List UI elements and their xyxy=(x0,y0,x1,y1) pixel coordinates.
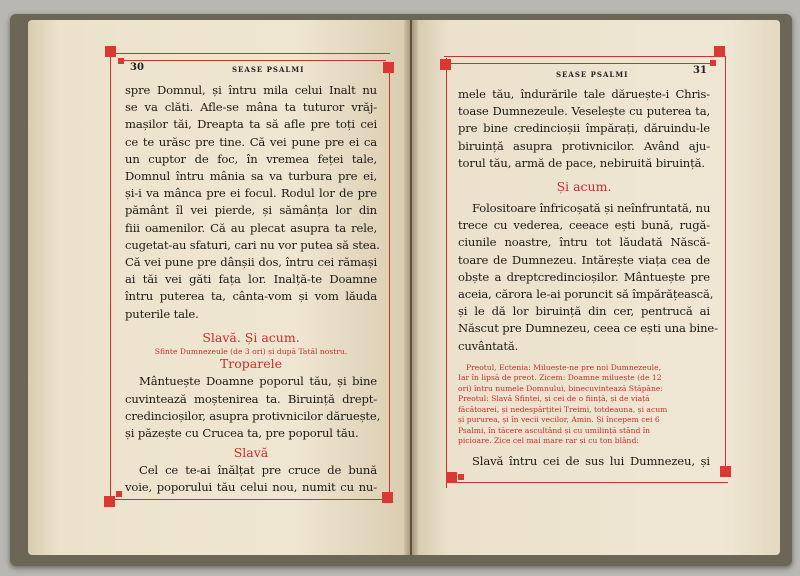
left-paragraph-3 xyxy=(125,462,377,496)
text-line: puterile tale. xyxy=(125,306,199,321)
text-line: trece cu vederea, ceeace ești bună, rugă- xyxy=(458,218,710,233)
left-paragraph-1 xyxy=(125,82,380,323)
left-paragraph-2 xyxy=(125,373,381,442)
running-head-left: SEASE PSALMI xyxy=(232,65,305,74)
book-gutter xyxy=(404,20,418,555)
text-line: torul tău, armă de pace, nebiruită biruință. xyxy=(458,155,705,170)
text-line: cugetat-au sfaturi, cari nu vor putea să stea. xyxy=(125,237,380,252)
text-line-last: Slavă întru cei de sus lui Dumnezeu, și xyxy=(472,453,710,468)
rubric-line: picioare. Zice cel mai mare rar și cu ton blând: xyxy=(458,436,639,446)
rubric-line: Iar în lipsă de preot. Zicem: Doamne miluește (de 12 xyxy=(458,373,662,383)
right-paragraph-1 xyxy=(458,86,710,172)
text-line: și-i va mânca pre ei focul. Rodul lor de pre xyxy=(125,186,377,201)
rubric-line: Psalmi, în tăcere ascultând și cu umilință stând în xyxy=(458,425,651,435)
rubric-line: Preotul, Ectenia: Miluește-ne pre noi Dumnezeule, xyxy=(466,362,661,372)
heading-troparele: Troparele xyxy=(219,356,283,372)
rubric-line: Preotul: Slavă Sfintei, și cei de o ființă, și de viață xyxy=(458,394,650,404)
text-line: și le dă lor biruință din cer, pentrucă ai xyxy=(458,304,710,319)
text-line: spre Domnul, și întru mila celui Inalt nu xyxy=(125,83,377,97)
text-line: fiii oamenilor. Că au plecat asupra ta rele, xyxy=(125,220,377,235)
text-line: pre bine credincioșii împărați, dăruindu-le xyxy=(458,121,710,136)
text-line: cuvintează moștenirea ta. Biruință drept- xyxy=(125,391,377,406)
text-line: se va clăti. Afle-se mâna ta tuturor vrăj- xyxy=(125,100,377,115)
left-page-text xyxy=(125,82,381,497)
heading-slava: Slavă xyxy=(233,445,269,461)
rubric-line: ori) întru numele Domnului, binecuvintează Stăpâne: xyxy=(458,383,663,393)
text-line: și păzește cu Crucea ta, pre poporul tău. xyxy=(125,425,359,440)
running-head-right: SEASE PSALMI xyxy=(556,70,629,79)
text-line: toase Dumnezeule. Veselește cu puterea ta, xyxy=(458,104,710,119)
text-line: credincioșilor, asupra protivnicilor dăruește, xyxy=(125,408,381,423)
text-line: Cel ce te-ai înălțat pre cruce de bună xyxy=(139,463,377,478)
text-line: mașilor tăi, Dreapta ta să afle pre toți cei xyxy=(125,117,377,132)
heading-slava-si-acum: Slavă. Și acum. xyxy=(202,329,300,345)
text-line: ce te urăsc pre tine. Că vei pune pre ei ca xyxy=(125,134,377,149)
text-line: ciunile noastre, întru tot lăudată Născă- xyxy=(458,235,710,250)
heading-si-acum: Și acum. xyxy=(556,179,612,195)
text-line: un cuptor de foc, în vremea feței tale, xyxy=(125,151,377,166)
text-line: Folositoare înfricoșată și neînfruntată, nu xyxy=(472,201,711,216)
text-line: cuvântată. xyxy=(458,338,519,353)
rubric-sfinte-dumnezeule: Sfinte Dumnezeule (de 3 ori) și după Tatăl nostru. xyxy=(154,346,348,356)
text-line: Născut pre Dumnezeu, ceea ce ești una bine- xyxy=(458,321,718,336)
text-line: voie, poporului tău celui nou, numit cu nu- xyxy=(125,480,377,495)
text-line: toare de Dumnezeu. Intărește viața cea de xyxy=(458,252,710,267)
right-page-text xyxy=(458,86,718,470)
right-paragraph-2 xyxy=(458,200,718,355)
text-line: Mântuește Doamne poporul tău, și bine xyxy=(139,374,377,389)
rubric-line: făcătoarei, și nedespărțitei Treimi, totdeauna, și acum xyxy=(458,404,668,414)
text-line: aceia, cărora le-ai poruncit să împărățească, xyxy=(458,287,714,302)
text-line: obște a dreptcredincioșilor. Mântuește pre xyxy=(458,269,710,284)
text-line: Domnul întru mânia sa va turbura pre ei, xyxy=(125,169,377,184)
text-line: mele tău, îndurările tale dăruește-i Chris- xyxy=(458,87,710,101)
page-number-right: 31 xyxy=(693,65,707,76)
rubric-line: și pururea, și în vecii vecilor, Amin. Și începem cei 6 xyxy=(458,415,660,425)
text-line: ai tăi vei găti fața lor. Inalță-te Doamne xyxy=(125,272,377,287)
text-line: Că vei pune pre dânșii dos, întru cei rămași xyxy=(125,255,377,270)
page-number-left: 30 xyxy=(130,62,144,73)
text-line: biruință asupra protivnicilor. Având aju- xyxy=(458,138,710,153)
rubric-block xyxy=(458,363,710,447)
text-line: întru puterea ta, cânta-vom și vom lăuda xyxy=(125,289,377,304)
text-line: pământ îl vei pierde, și sămânța lor din xyxy=(125,203,377,218)
